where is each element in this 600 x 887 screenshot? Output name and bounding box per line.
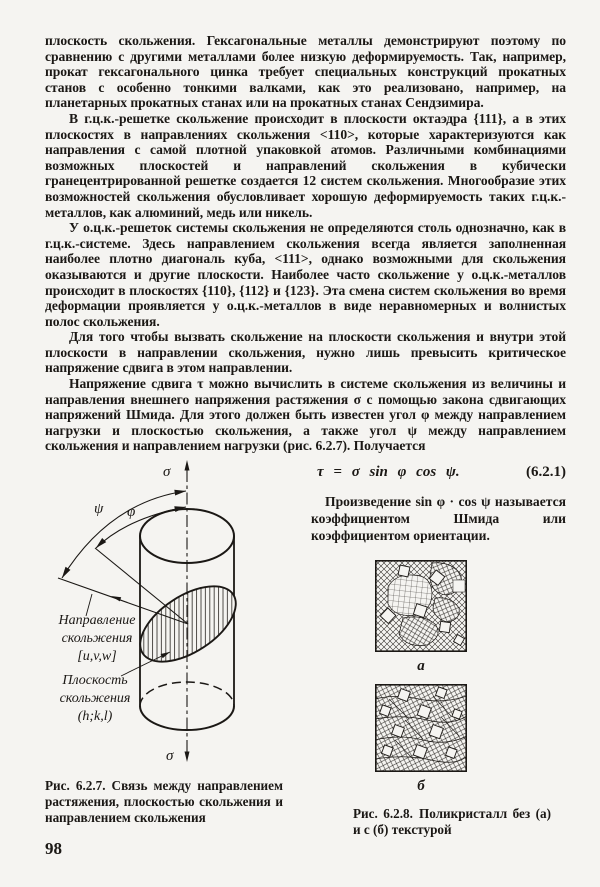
paragraph-4: Для того чтобы вызвать скольжение на плоскости скольжения и внутри этой плоскости в направлении скольжения, нужно лишь превысить критическое напряжение сдвига в этом направлении.: [45, 329, 566, 376]
plane-label-line1: Плоскость: [62, 673, 128, 689]
main-text-block: [45, 33, 566, 454]
direction-label-line2: скольжения: [61, 631, 133, 647]
plane-label-line2: скольжения: [59, 691, 131, 707]
paragraph-2: В г.ц.к.-решетке скольжение происходит в плоскости октаэдра {111}, а в этих плоскостях в направлениях скольжения <110>, которые характеризуются как направления с самой плотной упаковкой атомов. Различными комбинациями возможных плоскостей и направлений скольжения в кубически гранецентрированной решетке создается 12 систем скольжения. Многообразие этих возможностей скольжения обусловливает хорошую деформируемость таких г.ц.к.-металлов, как алюминий, медь или никель.: [45, 110, 566, 220]
polycrystal-untextured-image: [375, 560, 467, 652]
paragraph-3: У о.ц.к.-решеток системы скольжения не определяются столь однозначно, как в г.ц.к.-системе. Здесь направлением скольжения всегда является заполненная наиболее плотно диагональ куба, <111>, однако возможными для скольжения оказываются и другие плоскости. Наиболее часто скольжение у о.ц.к.-металлов происходит в плоскостях {110}, {112} и {123}. Эта смена систем скольжения во время деформации проявляется у о.ц.к.-металлов в виде неравномерных и волнистых полос скольжения.: [45, 220, 566, 329]
polycrystal-textured-image: [375, 684, 467, 772]
sigma-top-label: σ: [163, 464, 171, 481]
figure-columns: [45, 458, 566, 859]
figure-627-caption-label: Рис. 6.2.7.: [45, 778, 106, 794]
cylinder-slip-diagram: [45, 458, 295, 776]
figure-627-column: [45, 458, 297, 859]
figure-628-caption-label: Рис. 6.2.8.: [353, 806, 413, 822]
subfigure-a-label: а: [417, 658, 425, 675]
figure-627-caption: [45, 778, 283, 827]
right-column: [297, 458, 566, 859]
paragraph-1: плоскость скольжения. Гексагональные металлы демонстрируют поэтому по сравнению с другими металлами более низкую деформируемость. Так, например, прокат гексагонального цинка требует специальных конструкций прокатных станов с особенно тонкими валками, как это реализовано, например, на планетарных прокатных станах или на прокатных станах Сендзимира.: [45, 33, 566, 111]
figure-628-caption: [353, 806, 551, 838]
slip-direction-arrowhead: [111, 596, 121, 601]
figure-628-caption-text: Поликристалл без (а) и с (б) текстурой: [353, 806, 551, 838]
plane-label-line3: (h;k,l): [77, 709, 113, 725]
direction-label-line1: Направление: [58, 613, 136, 629]
psi-angle-arc: [62, 491, 186, 578]
phi-angle-label: φ: [127, 504, 136, 521]
schmid-factor-note: Произведение sin φ · cos ψ называется коэффициентом Шмида или коэффициентом ориентации.: [311, 494, 566, 544]
equation-row: [311, 464, 566, 481]
psi-angle-label: ψ: [94, 501, 104, 518]
subfigure-b-label: б: [417, 778, 425, 795]
figure-627-caption-text: Связь между направлением растяжения, плоскостью скольжения и направлением скольжения: [45, 778, 283, 826]
direction-label-line3: [u,v,w]: [77, 649, 117, 665]
subfigure-a: [375, 560, 467, 674]
sigma-bottom-label: σ: [166, 748, 174, 765]
equation-number: (6.2.1): [526, 464, 566, 481]
axis-arrow-up: [185, 460, 190, 471]
axis-arrow-down: [185, 752, 190, 763]
paragraph-5: Напряжение сдвига τ можно вычислить в системе скольжения из величины и направления внешнего напряжения растяжения σ с помощью закона сдвигающих напряжений Шмида. Для этого должен быть известен угол φ между направлением нагрузки и плоскостью скольжения, а также угол ψ между направлением скольжения и направлением нагрузки (рис. 6.2.7). Получается: [45, 376, 566, 454]
subfigure-b: [375, 684, 467, 794]
equation-formula: τ = σ sin φ cos ψ.: [317, 464, 460, 481]
page-number: 98: [45, 838, 62, 858]
